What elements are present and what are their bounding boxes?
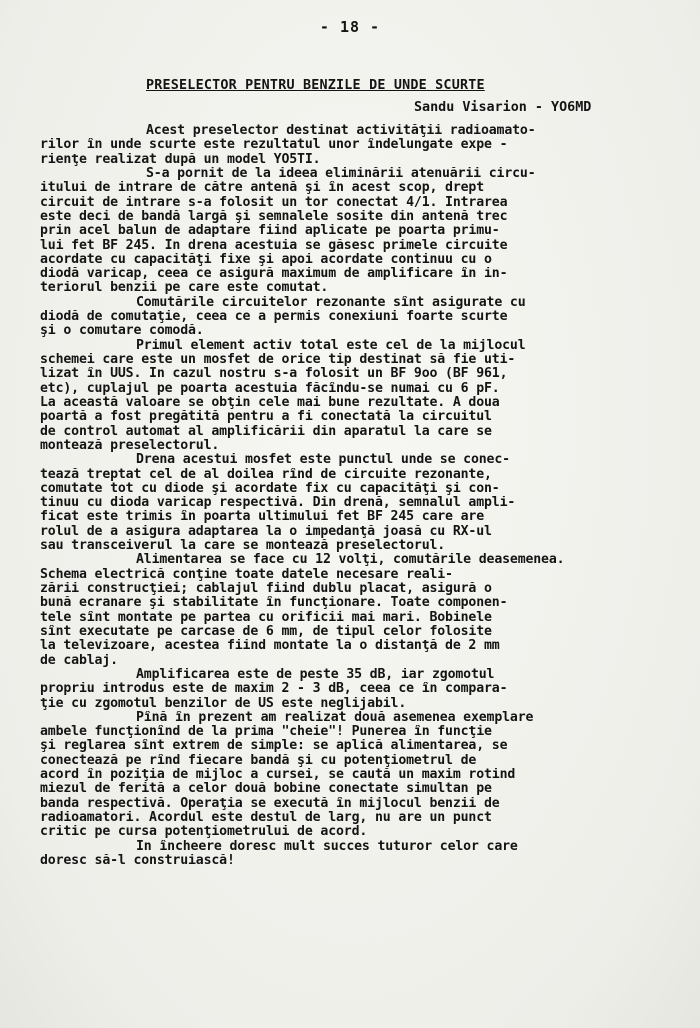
- body-line: Schema electrică conţine toate datele necesare reali-: [40, 567, 453, 582]
- body-line: la televizoare, acestea fiind montate la o distanţă de 2 mm: [40, 639, 500, 654]
- body-line: La această valoare se obţin cele mai bune rezultate. A doua: [40, 395, 500, 410]
- body-line: montează preselectorul.: [40, 438, 220, 453]
- body-line: rolul de a asigura adaptarea la o impedanţă joasă cu RX-ul: [40, 524, 492, 539]
- body-line: S-a pornit de la ideea eliminării atenuării circu-: [146, 166, 536, 181]
- body-line: sînt executate pe carcase de 6 mm, de tipul celor folosite: [40, 624, 492, 639]
- body-line: Alimentarea se face cu 12 volţi, comutările deasemenea.: [136, 553, 565, 568]
- body-line: tează treptat cel de al doilea rînd de circuite rezonante,: [40, 467, 492, 482]
- article-body: [40, 124, 676, 868]
- body-line: lui fet BF 245. În drena acestuia se găsesc primele circuite: [40, 238, 508, 253]
- body-line: lizat în UUS. În cazul nostru s-a folosit un BF 9oo (BF 961,: [40, 367, 508, 382]
- body-line: itului de intrare de către antenă şi în acest scop, drept: [40, 181, 485, 196]
- body-line: ambele funcţionînd de la prima "cheie"! Punerea în funcţie: [40, 725, 492, 740]
- body-line: critic pe cursa potenţiometrului de acord.: [40, 825, 368, 840]
- body-line: şi o comutare comodă.: [40, 324, 204, 339]
- body-line: ficat este trimis în poarta ultimului fet BF 245 care are: [40, 510, 485, 525]
- body-line: de control automat al amplificării din aparatul la care se: [40, 424, 492, 439]
- body-line: banda respectivă. Operaţia se execută în mijlocul benzii de: [40, 796, 500, 811]
- body-line: propriu introdus este de maxim 2 - 3 dB, ceea ce în compara-: [40, 682, 508, 697]
- body-line: circuit de intrare s-a folosit un tor conectat 4/1. Intrarea: [40, 195, 508, 210]
- body-line: de cablaj.: [40, 653, 118, 668]
- body-line: schemei care este un mosfet de orice tip destinat să fie uti-: [40, 353, 516, 367]
- body-line: acord în poziţia de mijloc a cursei, se caută un maxim rotind: [40, 768, 516, 783]
- body-line: Amplificarea este de peste 35 dB, iar zgomotul: [136, 667, 495, 682]
- body-line: Comutările circuitelor rezonante sînt asigurate cu: [136, 295, 526, 310]
- body-line: conectează pe rînd fiecare bandă şi cu potenţiometrul de: [40, 753, 477, 768]
- body-line: rilor în unde scurte este rezultatul unor îndelungate expe -: [40, 138, 508, 153]
- body-line: doresc să-l construiască!: [40, 853, 235, 868]
- body-line: teriorul benzii pe care este comutat.: [40, 281, 329, 296]
- body-line: tinuu cu dioda varicap respectivă. Din drenă, semnalul ampli-: [40, 496, 516, 511]
- body-line: În încheere doresc mult succes tuturor celor care: [136, 839, 518, 854]
- body-line: Primul element activ total este cel de la mijlocul: [136, 338, 526, 353]
- body-line: diodă de comutaţie, ceea ce a permis conexiuni foarte scurte: [40, 310, 508, 325]
- body-line: comutate tot cu diode şi acordate fix cu capacităţi şi con-: [40, 481, 500, 496]
- body-line: rienţe realizat după un model YO5TI.: [40, 152, 321, 167]
- body-line: Drena acestui mosfet este punctul unde se conec-: [136, 453, 510, 468]
- body-line: zării construcţiei; cablajul fiind dublu placat, asigură o: [40, 582, 492, 596]
- body-line: Acest preselector destinat activităţii radioamato-: [146, 124, 536, 138]
- body-line: miezul de ferită a celor două bobine conectate simultan pe: [40, 782, 492, 797]
- body-line: etc), cuplajul pe poarta acestuia făcîndu-se numai cu 6 pF.: [40, 381, 500, 396]
- body-line: Pînă în prezent am realizat două asemenea exemplare: [136, 710, 534, 725]
- article-author: Sandu Visarion - YO6MD: [414, 100, 592, 115]
- body-line: tele sînt montate pe partea cu orificii mai mari. Bobinele: [40, 610, 492, 625]
- body-line: sau transceiverul la care se montează preselectorul.: [40, 539, 446, 554]
- body-line: bună ecranare şi stabilitate în funcţionare. Toate componen-: [40, 596, 508, 611]
- body-line: acordate cu capacităţi fixe şi apoi acordate continuu cu o: [40, 252, 492, 267]
- body-line: diodă varicap, ceea ce asigură maximum de amplificare în in-: [40, 267, 508, 282]
- body-line: poartă a fost pregătită pentru a fi conectată la circuitul: [40, 410, 492, 425]
- page-number: - 18 -: [319, 18, 381, 36]
- body-line: radioamatori. Acordul este destul de larg, nu are un punct: [40, 811, 492, 825]
- article-title: PRESELECTOR PENTRU BENZILE DE UNDE SCURTE: [146, 78, 485, 93]
- body-line: ţie cu zgomotul benzilor de US este neglijabil.: [40, 696, 407, 711]
- body-line: şi reglarea sînt extrem de simple: se aplică alimentarea, se: [40, 739, 508, 754]
- body-line: prin acel balun de adaptare fiind aplicate pe poarta primu-: [40, 224, 500, 239]
- body-line: este deci de bandă largă şi semnalele sosite din antenă trec: [40, 209, 508, 224]
